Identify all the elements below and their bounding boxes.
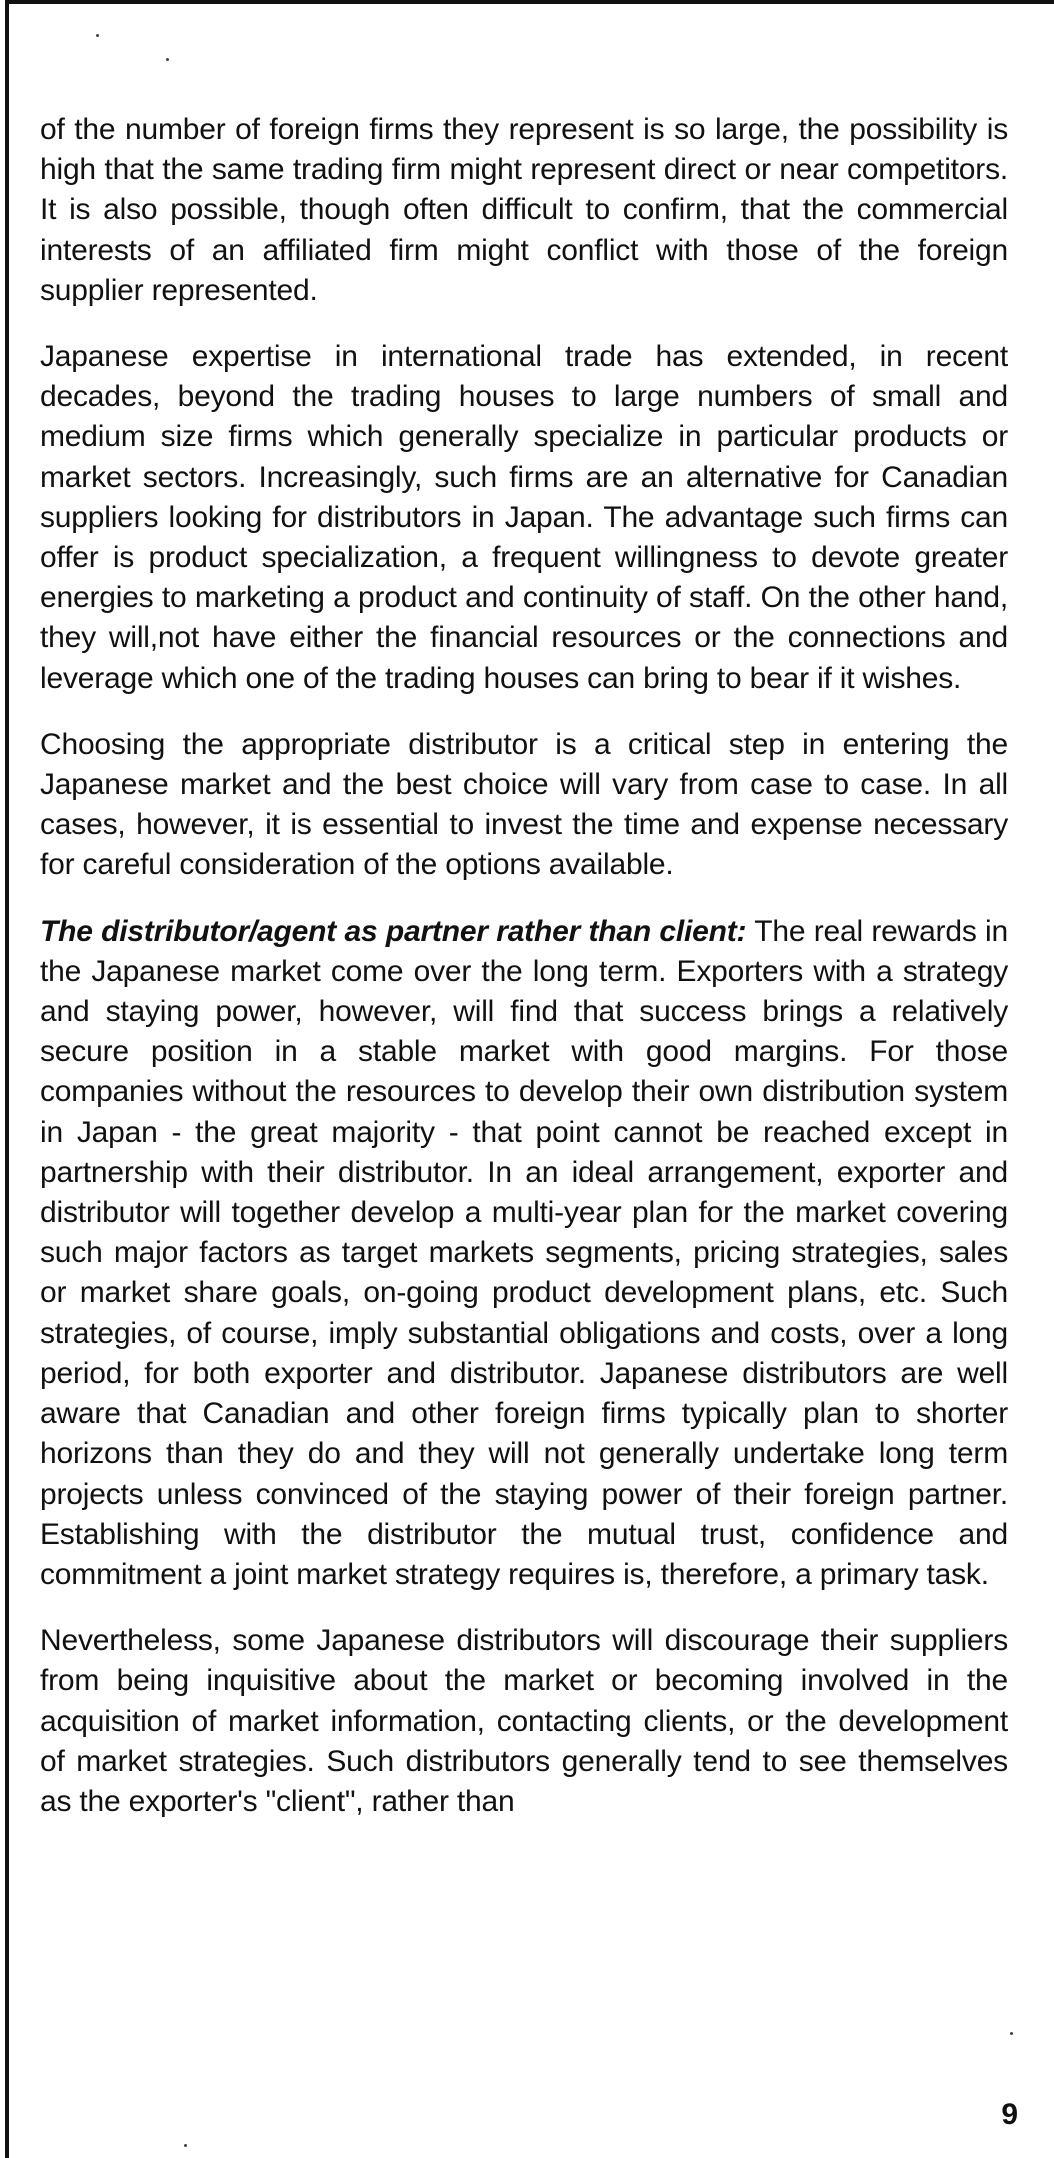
left-border-rule (5, 0, 9, 2158)
paragraph-japanese-expertise (40, 337, 1008, 699)
scan-speck (1010, 2032, 1013, 2035)
paragraph-choosing-distributor (40, 725, 1008, 886)
paragraph-text: The real rewards in the Japanese market come over the long term. Exporters with a strategy and staying power, however, will find that success brings a relatively secure position in a stable market with good margins. For those companies without the resources to develop their own distribution system in Japan - the great majority - that point cannot be reached except in partnership with their distributor. In an ideal arrangement, exporter and distributor will together develop a multi-year plan for the market covering such major factors as target markets segments, pricing strategies, sales or market share goals, on-going product development plans, etc. Such strategies, of course, imply substantial obligations and costs, over a long period, for both exporter and distributor. Japanese distributors are well aware that Canadian and other foreign firms typically plan to shorter horizons than they do and they will not generally undertake long term projects unless convinced of the staying power of their foreign partner. Establishing with the distributor the mutual trust, confidence and commitment a joint market strategy requires is, therefore, a primary task. (40, 914, 1008, 1591)
run-in-heading: The distributor/agent as partner rather than client: (40, 914, 747, 948)
scan-speck (96, 34, 99, 37)
scan-speck (184, 2144, 187, 2147)
paragraph-nevertheless (40, 1621, 1008, 1822)
body-text (40, 110, 1008, 1848)
scan-speck (166, 58, 169, 61)
top-border-rule (8, 0, 1054, 4)
paragraph-text: of the number of foreign firms they represent is so large, the possibility is high that the same trading firm might represent direct or near competitors. It is also possible, though often difficult to confirm, that the commercial interests of an affiliated firm might conflict with those of the foreign supplier represented. (40, 113, 1008, 307)
page-number: 9 (1001, 2098, 1018, 2131)
paragraph-partner-not-client (40, 912, 1008, 1595)
paragraph-text: Choosing the appropriate distributor is a critical step in entering the Japanese market and the best choice will vary from case to case. In all cases, however, it is essential to invest the time and expense necessary for careful consideration of the options available. (40, 727, 1008, 882)
paragraph-trading-firms (40, 110, 1008, 311)
paragraph-text: Japanese expertise in international trade has extended, in recent decades, beyond the trading houses to large numbers of small and medium size firms which generally specialize in particular products or market sectors. Increasingly, such firms are an alternative for Canadian suppliers looking for distributors in Japan. The advantage such firms can offer is product specialization, a frequent willingness to devote greater energies to marketing a product and continuity of staff. On the other hand, they will,not have either the financial resources or the connections and leverage which one of the trading houses can bring to bear if it wishes. (40, 340, 1008, 695)
paragraph-text: Nevertheless, some Japanese distributors will discourage their suppliers from being inquisitive about the market or becoming involved in the acquisition of market information, contacting clients, or the development of market strategies. Such distributors generally tend to see themselves as the exporter's "client", rather than (40, 1624, 1008, 1818)
